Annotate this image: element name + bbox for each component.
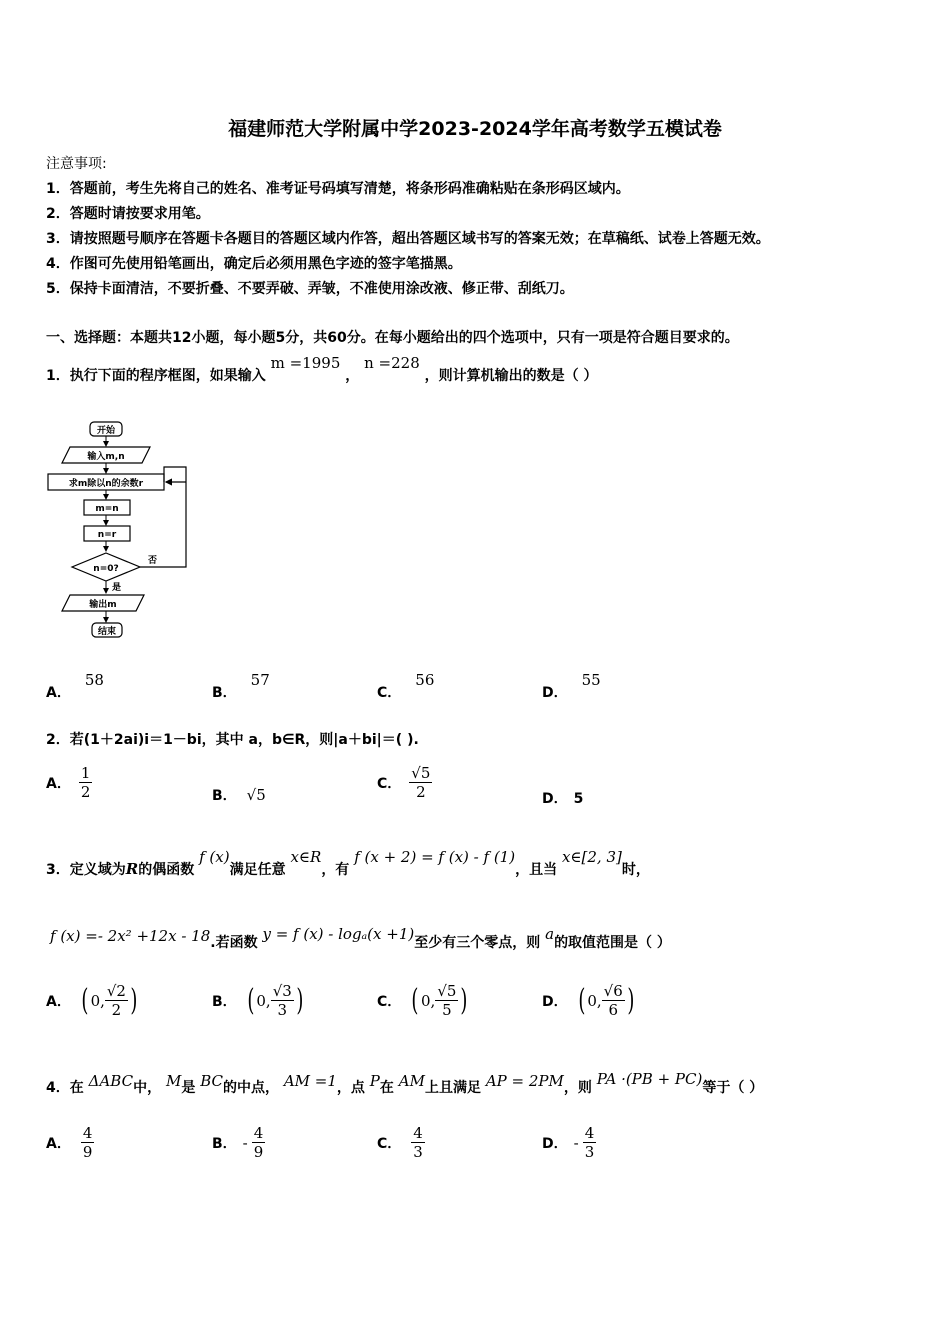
flow-end-label: 结束 <box>97 627 117 637</box>
flow-assign-n-label: n=r <box>97 530 117 540</box>
flow-output-label: 输出m <box>89 600 117 610</box>
question-3-line-2: f (x) =- 2x² +12x - 18.若函数 y = f (x) - logₐ(x +1)至少有三个零点，则 a的取值范围是（ ） <box>50 925 671 951</box>
flow-no-label: 否 <box>148 556 158 566</box>
q2-option-c[interactable]: C． $\frac{√5}{2}$ <box>377 764 431 801</box>
q3-option-c[interactable]: C． ( 0, $\frac{√5}{5}$ ) <box>377 982 468 1019</box>
q3-option-b[interactable]: B． ( 0, $\frac{√3}{3}$ ) <box>212 982 304 1019</box>
q1-m-value: m =1995 <box>270 354 341 372</box>
flow-yes-label: 是 <box>112 583 122 593</box>
q4-option-b[interactable]: B． - $\frac{4}{9}$ <box>212 1124 264 1161</box>
q1-n-value: n =228 <box>364 354 420 372</box>
q1-option-c[interactable]: C．56 <box>377 671 435 701</box>
flow-start-label: 开始 <box>96 426 116 436</box>
q2-option-d[interactable]: D． 5 <box>542 791 584 807</box>
question-3-line-1: 3．定义域为R的偶函数 f (x)满足任意 x∈R，有 f (x + 2) = f (x) - f (1)，且当 x∈[2, 3]时， <box>46 848 650 878</box>
q3-option-d[interactable]: D． ( 0, $\frac{√6}{6}$ ) <box>542 982 635 1019</box>
q1-option-d[interactable]: D．55 <box>542 671 601 701</box>
flow-remainder-label: 求m除以n的余数r <box>68 479 144 489</box>
flow-assign-m-label: m=n <box>95 504 119 514</box>
notice-item: 5．保持卡面清洁，不要折叠、不要弄破、弄皱，不准使用涂改液、修正带、刮纸刀。 <box>46 281 574 297</box>
flow-decision-label: n=0? <box>93 564 119 574</box>
flowchart <box>40 415 200 645</box>
question-2: 2．若(1＋2ai)i＝1－bi，其中 a，b∈R，则|a＋bi|＝( ). <box>46 732 419 748</box>
page-title: 福建师范大学附属中学2023-2024学年高考数学五模试卷 <box>228 118 722 140</box>
notice-heading: 注意事项: <box>46 156 107 172</box>
q2-option-b[interactable]: B． √5 <box>212 786 266 804</box>
notice-item: 1．答题前，考生先将自己的姓名、准考证号码填写清楚，将条形码准确粘贴在条形码区域内。 <box>46 181 630 197</box>
q1-option-a[interactable]: A．58 <box>46 671 104 701</box>
q1-option-b[interactable]: B．57 <box>212 671 270 701</box>
q2-option-a[interactable]: A． $\frac{1}{2}$ <box>46 764 91 801</box>
q4-option-d[interactable]: D． - $\frac{4}{3}$ <box>542 1124 595 1161</box>
notice-item: 3．请按照题号顺序在答题卡各题目的答题区域内作答，超出答题区域书写的答案无效；在草稿纸、试卷上答题无效。 <box>46 231 770 247</box>
section-heading: 一、选择题：本题共12小题，每小题5分，共60分。在每小题给出的四个选项中，只有一项是符合题目要求的。 <box>46 330 739 346</box>
notice-item: 4．作图可先使用铅笔画出，确定后必须用黑色字迹的签字笔描黑。 <box>46 256 462 272</box>
flow-input-label: 输入m,n <box>87 452 125 462</box>
notice-item: 2．答题时请按要求用笔。 <box>46 206 210 222</box>
question-4: 4．在 ΔABC中， M是 BC的中点， AM =1，点 P在 AM上且满足 AP = 2PM，则 PA ·(PB + PC)等于（ ） <box>46 1070 764 1096</box>
q4-option-c[interactable]: C． $\frac{4}{3}$ <box>377 1124 423 1161</box>
q4-option-a[interactable]: A． $\frac{4}{9}$ <box>46 1124 93 1161</box>
q3-option-a[interactable]: A． ( 0, $\frac{√2}{2}$ ) <box>46 982 138 1019</box>
question-1: 1．执行下面的程序框图，如果输入 m =1995 ， n =228 ，则计算机输出的数是（ ） <box>46 354 598 384</box>
